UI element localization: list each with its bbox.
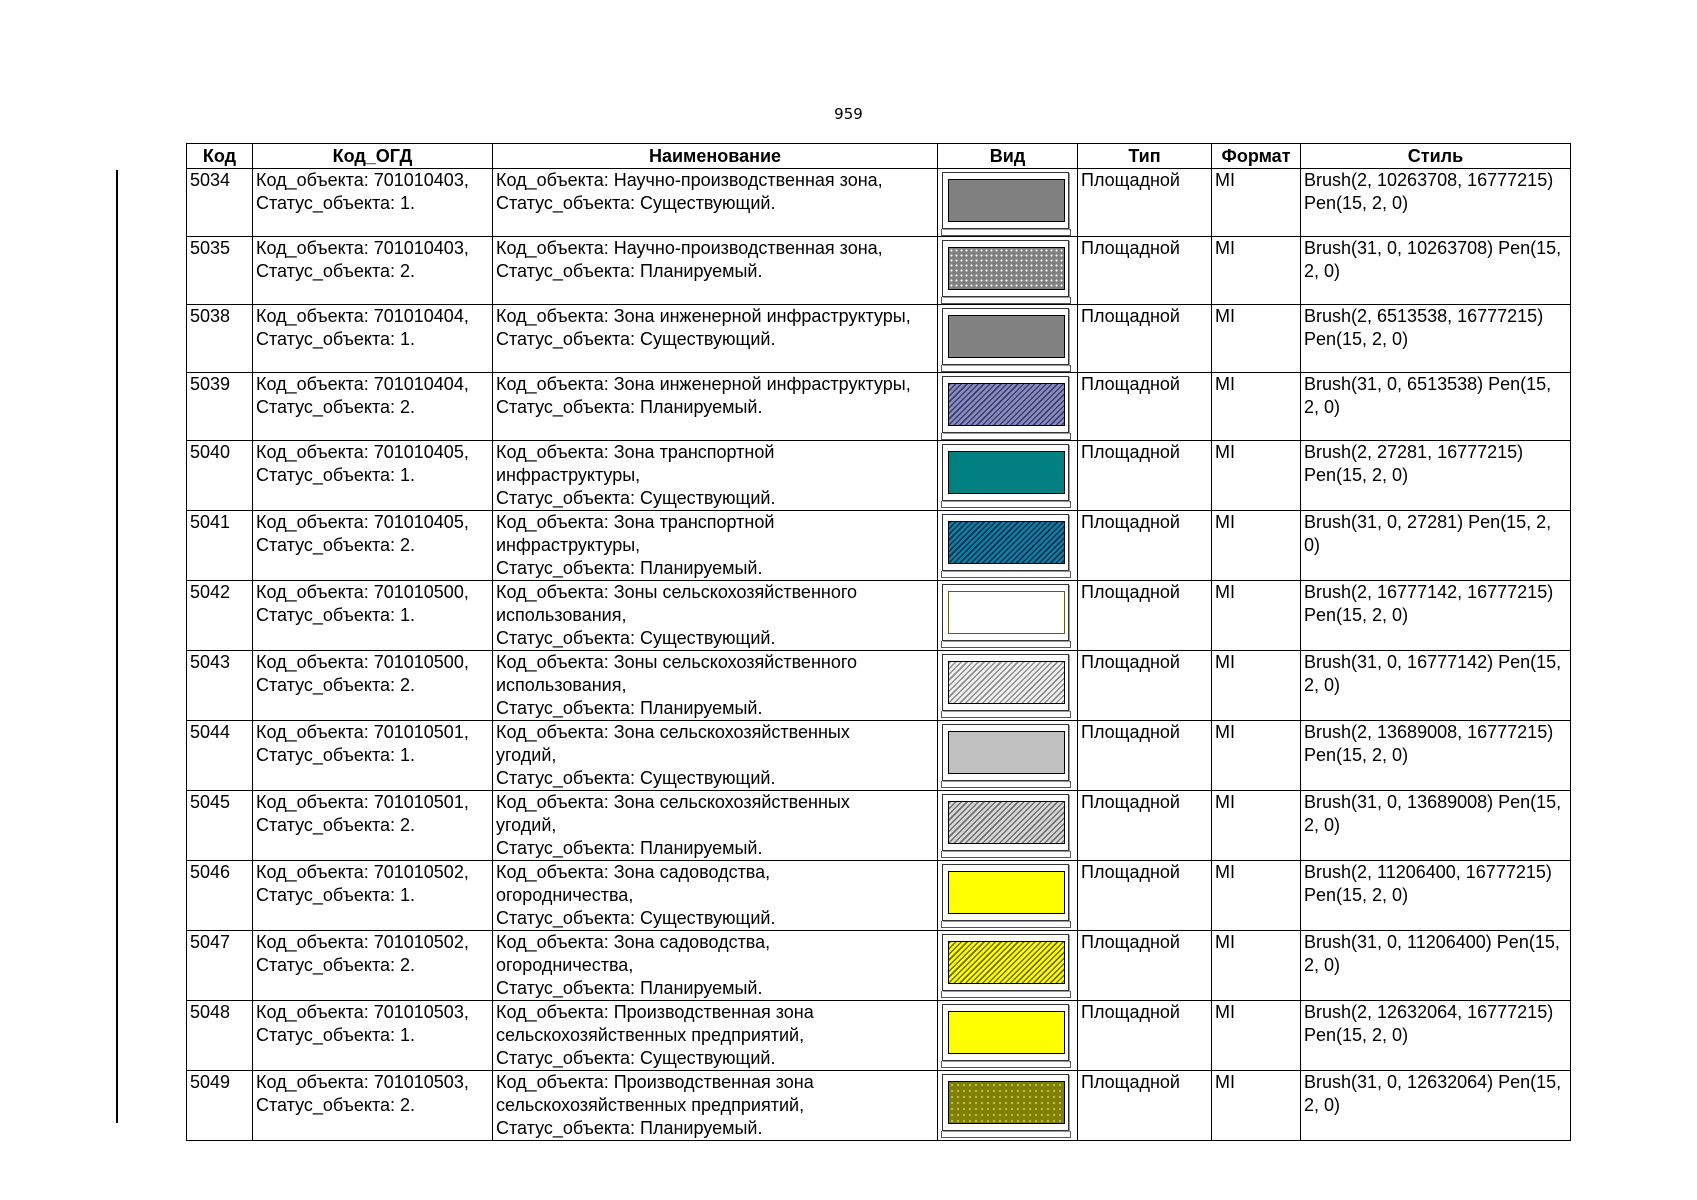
ogd-cell-line: Код_объекта: 701010502, — [256, 862, 469, 882]
name-cell-line: использования, — [496, 675, 627, 695]
swatch-shadow — [941, 781, 1071, 788]
ogd-cell — [253, 237, 493, 305]
name-cell-line: Код_объекта: Научно-производственная зона, — [496, 238, 883, 258]
view-cell — [938, 931, 1078, 1001]
style-cell-line: 2, 0) — [1304, 1095, 1341, 1115]
type-cell: Площадной — [1078, 791, 1212, 861]
fill-swatch — [948, 383, 1065, 426]
name-cell-line: Статус_объекта: Существующий. — [496, 628, 776, 648]
name-cell-line: Статус_объекта: Планируемый. — [496, 1118, 763, 1138]
ogd-cell-line: Код_объекта: 701010405, — [256, 512, 469, 532]
style-cell-line: Brush(31, 0, 6513538) Pen(15, — [1304, 374, 1552, 394]
code-cell: 5047 — [187, 931, 253, 1001]
table-row — [187, 791, 1571, 861]
style-cell-line: 2, 0) — [1304, 955, 1341, 975]
header-type: Тип — [1078, 144, 1212, 169]
fill-swatch — [948, 315, 1065, 358]
fill-swatch — [948, 247, 1065, 290]
swatch-frame — [942, 1074, 1069, 1131]
table-row — [187, 931, 1571, 1001]
name-cell-line: Код_объекта: Производственная зона — [496, 1002, 814, 1022]
style-cell-line: Brush(31, 0, 12632064) Pen(15, — [1304, 1072, 1562, 1092]
table-row — [187, 651, 1571, 721]
style-cell — [1301, 1001, 1571, 1071]
name-cell-line: Код_объекта: Зоны сельскохозяйственного — [496, 652, 858, 672]
type-cell: Площадной — [1078, 511, 1212, 581]
view-cell — [938, 861, 1078, 931]
style-cell-line: Brush(2, 13689008, 16777215) — [1304, 722, 1554, 742]
ogd-cell-line: Статус_объекта: 1. — [256, 1025, 416, 1045]
ogd-cell-line: Статус_объекта: 2. — [256, 261, 416, 281]
header-style: Стиль — [1301, 144, 1571, 169]
type-cell: Площадной — [1078, 169, 1212, 237]
format-cell: MI — [1212, 511, 1301, 581]
header-row — [187, 144, 1571, 169]
type-cell: Площадной — [1078, 305, 1212, 373]
table-row — [187, 1071, 1571, 1141]
code-cell: 5041 — [187, 511, 253, 581]
swatch-shadow — [941, 641, 1071, 648]
name-cell — [493, 581, 938, 651]
swatch-frame — [942, 308, 1069, 365]
page-number: 959 — [834, 105, 863, 123]
margin-line — [116, 170, 118, 1123]
table-row — [187, 861, 1571, 931]
ogd-cell-line: Статус_объекта: 2. — [256, 955, 416, 975]
style-cell — [1301, 441, 1571, 511]
ogd-cell-line: Статус_объекта: 1. — [256, 329, 416, 349]
fill-swatch — [948, 1011, 1065, 1054]
style-cell-line: 2, 0) — [1304, 815, 1341, 835]
style-cell-line: Brush(2, 11206400, 16777215) — [1304, 862, 1552, 882]
swatch-shadow — [941, 851, 1071, 858]
swatch-shadow — [941, 365, 1071, 372]
swatch-frame — [942, 934, 1069, 991]
type-cell: Площадной — [1078, 1071, 1212, 1141]
view-cell — [938, 651, 1078, 721]
format-cell: MI — [1212, 305, 1301, 373]
view-cell — [938, 1001, 1078, 1071]
ogd-cell-line: Статус_объекта: 1. — [256, 885, 416, 905]
code-cell: 5049 — [187, 1071, 253, 1141]
format-cell: MI — [1212, 441, 1301, 511]
code-cell: 5035 — [187, 237, 253, 305]
table-row — [187, 237, 1571, 305]
swatch-frame — [942, 172, 1069, 229]
ogd-cell-line: Статус_объекта: 1. — [256, 745, 416, 765]
ogd-cell — [253, 651, 493, 721]
name-cell-line: Код_объекта: Зона инженерной инфраструктуры, — [496, 374, 911, 394]
name-cell-line: угодий, — [496, 745, 557, 765]
fill-swatch — [948, 731, 1065, 774]
name-cell — [493, 305, 938, 373]
format-cell: MI — [1212, 721, 1301, 791]
format-cell: MI — [1212, 1071, 1301, 1141]
name-cell — [493, 511, 938, 581]
swatch-frame — [942, 864, 1069, 921]
ogd-cell-line: Статус_объекта: 2. — [256, 397, 416, 417]
view-cell — [938, 237, 1078, 305]
code-cell: 5042 — [187, 581, 253, 651]
ogd-cell — [253, 581, 493, 651]
swatch-frame — [942, 584, 1069, 641]
ogd-cell-line: Код_объекта: 701010501, — [256, 792, 469, 812]
name-cell-line: Код_объекта: Производственная зона — [496, 1072, 814, 1092]
style-cell — [1301, 305, 1571, 373]
ogd-cell — [253, 441, 493, 511]
swatch-shadow — [941, 433, 1071, 440]
type-cell: Площадной — [1078, 1001, 1212, 1071]
ogd-cell-line: Код_объекта: 701010500, — [256, 582, 469, 602]
style-cell-line: Brush(2, 12632064, 16777215) — [1304, 1002, 1554, 1022]
style-cell-line: Pen(15, 2, 0) — [1304, 193, 1409, 213]
name-cell-line: Код_объекта: Зона сельскохозяйственных — [496, 792, 850, 812]
ogd-cell-line: Статус_объекта: 2. — [256, 1095, 416, 1115]
name-cell-line: Код_объекта: Зоны сельскохозяйственного — [496, 582, 858, 602]
name-cell-line: Код_объекта: Зона транспортной — [496, 442, 775, 462]
style-cell-line: Pen(15, 2, 0) — [1304, 1025, 1409, 1045]
format-cell: MI — [1212, 861, 1301, 931]
ogd-cell-line: Код_объекта: 701010403, — [256, 170, 469, 190]
table-row — [187, 1001, 1571, 1071]
swatch-frame — [942, 794, 1069, 851]
type-cell: Площадной — [1078, 931, 1212, 1001]
format-cell: MI — [1212, 581, 1301, 651]
name-cell-line: Статус_объекта: Существующий. — [496, 908, 776, 928]
swatch-shadow — [941, 297, 1071, 304]
code-cell: 5034 — [187, 169, 253, 237]
name-cell-line: огородничества, — [496, 885, 634, 905]
ogd-cell-line: Код_объекта: 701010503, — [256, 1072, 469, 1092]
fill-swatch — [948, 521, 1065, 564]
code-cell: 5044 — [187, 721, 253, 791]
name-cell-line: Статус_объекта: Существующий. — [496, 488, 776, 508]
name-cell-line: Код_объекта: Зона сельскохозяйственных — [496, 722, 850, 742]
swatch-shadow — [941, 1061, 1071, 1068]
format-cell: MI — [1212, 931, 1301, 1001]
view-cell — [938, 169, 1078, 237]
ogd-cell — [253, 721, 493, 791]
style-cell-line: 2, 0) — [1304, 261, 1341, 281]
table-row — [187, 373, 1571, 441]
name-cell-line: Статус_объекта: Существующий. — [496, 329, 776, 349]
style-cell-line: 2, 0) — [1304, 675, 1341, 695]
name-cell-line: Код_объекта: Зона инженерной инфраструктуры, — [496, 306, 911, 326]
format-cell: MI — [1212, 169, 1301, 237]
name-cell-line: сельскохозяйственных предприятий, — [496, 1095, 805, 1115]
name-cell-line: Статус_объекта: Существующий. — [496, 768, 776, 788]
ogd-cell-line: Код_объекта: 701010500, — [256, 652, 469, 672]
name-cell-line: Статус_объекта: Планируемый. — [496, 397, 763, 417]
name-cell-line: Статус_объекта: Планируемый. — [496, 978, 763, 998]
style-cell-line: Brush(31, 0, 10263708) Pen(15, — [1304, 238, 1562, 258]
style-cell — [1301, 861, 1571, 931]
ogd-cell — [253, 1001, 493, 1071]
style-cell-line: Brush(2, 27281, 16777215) — [1304, 442, 1524, 462]
header-format: Формат — [1212, 144, 1301, 169]
ogd-cell-line: Код_объекта: 701010404, — [256, 306, 469, 326]
swatch-shadow — [941, 991, 1071, 998]
name-cell — [493, 373, 938, 441]
style-cell-line: Pen(15, 2, 0) — [1304, 465, 1409, 485]
name-cell — [493, 931, 938, 1001]
ogd-cell — [253, 791, 493, 861]
type-cell: Площадной — [1078, 651, 1212, 721]
fill-swatch — [948, 941, 1065, 984]
view-cell — [938, 373, 1078, 441]
format-cell: MI — [1212, 791, 1301, 861]
name-cell-line: огородничества, — [496, 955, 634, 975]
ogd-cell-line: Статус_объекта: 2. — [256, 675, 416, 695]
header-ogd: Код_ОГД — [253, 144, 493, 169]
style-cell — [1301, 373, 1571, 441]
style-cell-line: Pen(15, 2, 0) — [1304, 885, 1409, 905]
fill-swatch — [948, 801, 1065, 844]
view-cell — [938, 441, 1078, 511]
name-cell — [493, 169, 938, 237]
name-cell-line: Статус_объекта: Планируемый. — [496, 838, 763, 858]
header-code: Код — [187, 144, 253, 169]
style-cell — [1301, 651, 1571, 721]
type-cell: Площадной — [1078, 861, 1212, 931]
swatch-shadow — [941, 229, 1071, 236]
code-cell: 5045 — [187, 791, 253, 861]
code-cell: 5040 — [187, 441, 253, 511]
view-cell — [938, 1071, 1078, 1141]
table-row — [187, 581, 1571, 651]
view-cell — [938, 721, 1078, 791]
ogd-cell — [253, 373, 493, 441]
ogd-cell-line: Код_объекта: 701010503, — [256, 1002, 469, 1022]
ogd-cell-line: Код_объекта: 701010501, — [256, 722, 469, 742]
table-row — [187, 441, 1571, 511]
swatch-frame — [942, 376, 1069, 433]
style-cell-line: Pen(15, 2, 0) — [1304, 329, 1409, 349]
name-cell — [493, 651, 938, 721]
name-cell — [493, 1071, 938, 1141]
style-cell-line: Brush(2, 10263708, 16777215) — [1304, 170, 1554, 190]
name-cell-line: инфраструктуры, — [496, 535, 641, 555]
fill-swatch — [948, 591, 1065, 634]
fill-swatch — [948, 451, 1065, 494]
name-cell-line: Код_объекта: Научно-производственная зона, — [496, 170, 883, 190]
name-cell-line: Код_объекта: Зона садоводства, — [496, 862, 771, 882]
swatch-shadow — [941, 921, 1071, 928]
type-cell: Площадной — [1078, 441, 1212, 511]
swatch-shadow — [941, 1131, 1071, 1138]
swatch-shadow — [941, 571, 1071, 578]
name-cell — [493, 861, 938, 931]
view-cell — [938, 511, 1078, 581]
ogd-cell — [253, 511, 493, 581]
type-cell: Площадной — [1078, 237, 1212, 305]
ogd-cell-line: Код_объекта: 701010405, — [256, 442, 469, 462]
legend-table — [186, 143, 1571, 1141]
view-cell — [938, 305, 1078, 373]
format-cell: MI — [1212, 1001, 1301, 1071]
ogd-cell-line: Статус_объекта: 1. — [256, 605, 416, 625]
ogd-cell — [253, 305, 493, 373]
ogd-cell — [253, 931, 493, 1001]
fill-swatch — [948, 1081, 1065, 1124]
fill-swatch — [948, 179, 1065, 222]
fill-swatch — [948, 871, 1065, 914]
ogd-cell-line: Код_объекта: 701010502, — [256, 932, 469, 952]
code-cell: 5038 — [187, 305, 253, 373]
ogd-cell — [253, 861, 493, 931]
swatch-frame — [942, 724, 1069, 781]
name-cell — [493, 441, 938, 511]
name-cell-line: инфраструктуры, — [496, 465, 641, 485]
name-cell-line: Статус_объекта: Планируемый. — [496, 698, 763, 718]
style-cell-line: Brush(31, 0, 13689008) Pen(15, — [1304, 792, 1562, 812]
table-row — [187, 511, 1571, 581]
name-cell-line: использования, — [496, 605, 627, 625]
format-cell: MI — [1212, 237, 1301, 305]
style-cell-line: Brush(31, 0, 11206400) Pen(15, — [1304, 932, 1560, 952]
name-cell-line: Статус_объекта: Существующий. — [496, 193, 776, 213]
swatch-frame — [942, 654, 1069, 711]
style-cell — [1301, 237, 1571, 305]
name-cell-line: Статус_объекта: Планируемый. — [496, 261, 763, 281]
swatch-frame — [942, 514, 1069, 571]
ogd-cell — [253, 1071, 493, 1141]
style-cell — [1301, 169, 1571, 237]
style-cell — [1301, 1071, 1571, 1141]
swatch-shadow — [941, 711, 1071, 718]
style-cell-line: Brush(31, 0, 27281) Pen(15, 2, — [1304, 512, 1552, 532]
header-name: Наименование — [493, 144, 938, 169]
name-cell-line: Статус_объекта: Существующий. — [496, 1048, 776, 1068]
table-row — [187, 169, 1571, 237]
style-cell-line: Brush(2, 6513538, 16777215) — [1304, 306, 1544, 326]
format-cell: MI — [1212, 373, 1301, 441]
style-cell-line: Pen(15, 2, 0) — [1304, 745, 1409, 765]
ogd-cell-line: Код_объекта: 701010404, — [256, 374, 469, 394]
type-cell: Площадной — [1078, 721, 1212, 791]
style-cell-line: Brush(2, 16777142, 16777215) — [1304, 582, 1554, 602]
swatch-frame — [942, 1004, 1069, 1061]
name-cell-line: угодий, — [496, 815, 557, 835]
header-view: Вид — [938, 144, 1078, 169]
swatch-shadow — [941, 501, 1071, 508]
swatch-frame — [942, 444, 1069, 501]
style-cell-line: Brush(31, 0, 16777142) Pen(15, — [1304, 652, 1562, 672]
name-cell — [493, 1001, 938, 1071]
name-cell-line: Статус_объекта: Планируемый. — [496, 558, 763, 578]
style-cell-line: 2, 0) — [1304, 397, 1341, 417]
name-cell — [493, 721, 938, 791]
code-cell: 5048 — [187, 1001, 253, 1071]
style-cell — [1301, 511, 1571, 581]
type-cell: Площадной — [1078, 581, 1212, 651]
view-cell — [938, 791, 1078, 861]
style-cell — [1301, 931, 1571, 1001]
ogd-cell-line: Статус_объекта: 2. — [256, 815, 416, 835]
view-cell — [938, 581, 1078, 651]
ogd-cell-line: Статус_объекта: 2. — [256, 535, 416, 555]
name-cell-line: Код_объекта: Зона транспортной — [496, 512, 775, 532]
style-cell-line: 0) — [1304, 535, 1321, 555]
name-cell-line: сельскохозяйственных предприятий, — [496, 1025, 805, 1045]
ogd-cell-line: Код_объекта: 701010403, — [256, 238, 469, 258]
table-row — [187, 305, 1571, 373]
swatch-frame — [942, 240, 1069, 297]
style-cell — [1301, 581, 1571, 651]
code-cell: 5046 — [187, 861, 253, 931]
format-cell: MI — [1212, 651, 1301, 721]
code-cell: 5043 — [187, 651, 253, 721]
code-cell: 5039 — [187, 373, 253, 441]
name-cell — [493, 237, 938, 305]
ogd-cell-line: Статус_объекта: 1. — [256, 465, 416, 485]
table-row — [187, 721, 1571, 791]
ogd-cell — [253, 169, 493, 237]
fill-swatch — [948, 661, 1065, 704]
name-cell — [493, 791, 938, 861]
name-cell-line: Код_объекта: Зона садоводства, — [496, 932, 771, 952]
style-cell — [1301, 721, 1571, 791]
style-cell-line: Pen(15, 2, 0) — [1304, 605, 1409, 625]
ogd-cell-line: Статус_объекта: 1. — [256, 193, 416, 213]
style-cell — [1301, 791, 1571, 861]
type-cell: Площадной — [1078, 373, 1212, 441]
